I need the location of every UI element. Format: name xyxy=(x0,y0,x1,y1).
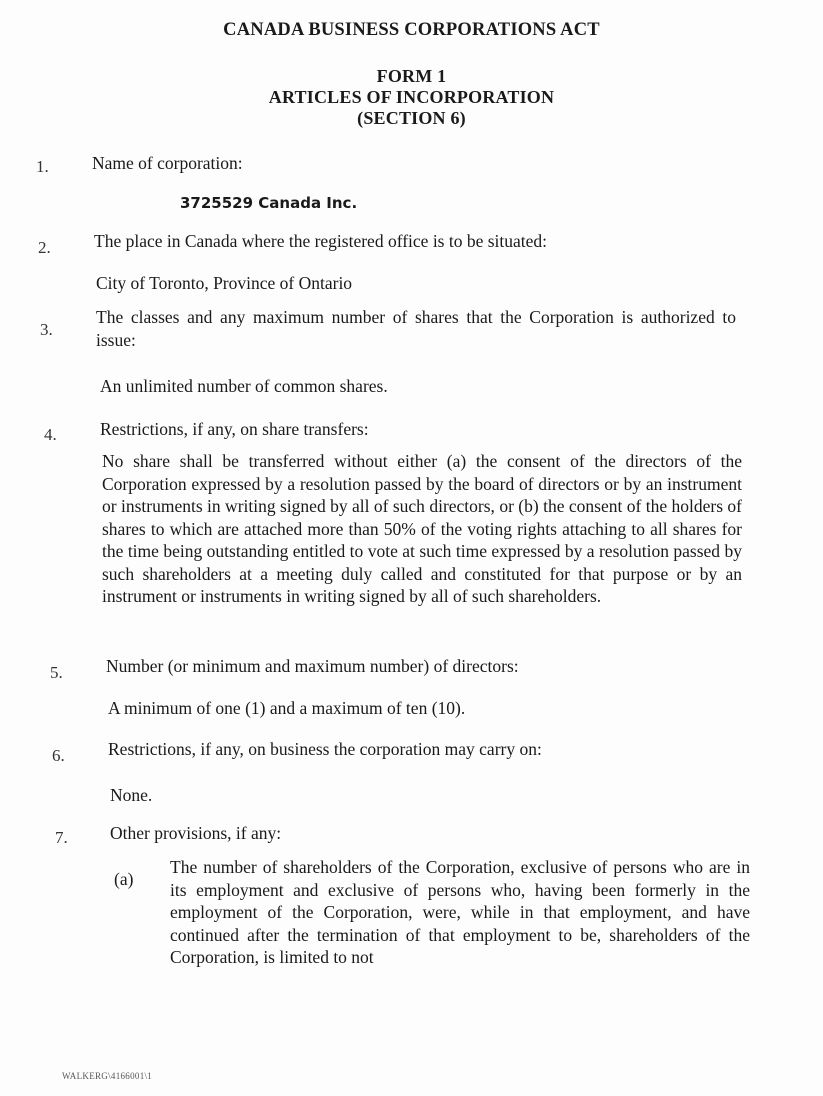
sub-item-label: (a) xyxy=(114,869,134,889)
document-reference: WALKERG\4166001\1 xyxy=(62,1071,153,1081)
form-number: FORM 1 xyxy=(376,66,447,86)
item-number: 1. xyxy=(36,157,49,176)
item-answer: No share shall be transferred without either (a) the consent of the directors of the Corporation expressed by a resolution passed by the board of directors or by an instrument or instruments in writing signed by all of such directors, or (b) the consent of the holders of shares to which are attached more than 50% of the voting rights attaching to all shares for the time being outstanding entitled to vote at such time expressed by a resolution passed by such shareholders at a meeting duly called and constituted for that purpose or by an instrument or instruments in writing signed by all of such shareholders. xyxy=(102,451,742,606)
item-answer: None. xyxy=(110,785,153,805)
item-heading: The place in Canada where the registered office is to be situated: xyxy=(94,231,548,251)
form-title: ARTICLES OF INCORPORATION xyxy=(268,87,555,107)
act-title: CANADA BUSINESS CORPORATIONS ACT xyxy=(223,20,600,40)
item-heading: Name of corporation: xyxy=(92,153,243,173)
form-section: (SECTION 6) xyxy=(357,108,466,128)
item-number: 3. xyxy=(40,320,53,339)
item-heading: The classes and any maximum number of shares that the Corporation is authorized to issue: xyxy=(96,307,736,350)
item-answer: A minimum of one (1) and a maximum of ten (10). xyxy=(108,698,466,718)
item-answer: An unlimited number of common shares. xyxy=(100,376,388,396)
item-number: 6. xyxy=(52,746,65,765)
item-number: 4. xyxy=(44,425,57,444)
sub-item-text: The number of shareholders of the Corporation, exclusive of persons who are in its employment and exclusive of persons who, having been formerly in the employment of the Corporation, were, while in that employment, and have continued after the termination of that employment to be, shareholders of the Corporation, is limited to not xyxy=(170,857,750,967)
item-heading: Restrictions, if any, on share transfers: xyxy=(100,419,369,439)
item-number: 2. xyxy=(38,238,51,257)
item-answer: City of Toronto, Province of Ontario xyxy=(96,273,353,293)
item-number: 5. xyxy=(50,663,63,682)
item-heading: Restrictions, if any, on business the corporation may carry on: xyxy=(108,739,542,759)
corporation-name: 3725529 Canada Inc. xyxy=(180,194,358,212)
item-heading: Number (or minimum and maximum number) of directors: xyxy=(106,656,519,676)
item-number: 7. xyxy=(55,828,68,847)
item-heading: Other provisions, if any: xyxy=(110,823,282,843)
